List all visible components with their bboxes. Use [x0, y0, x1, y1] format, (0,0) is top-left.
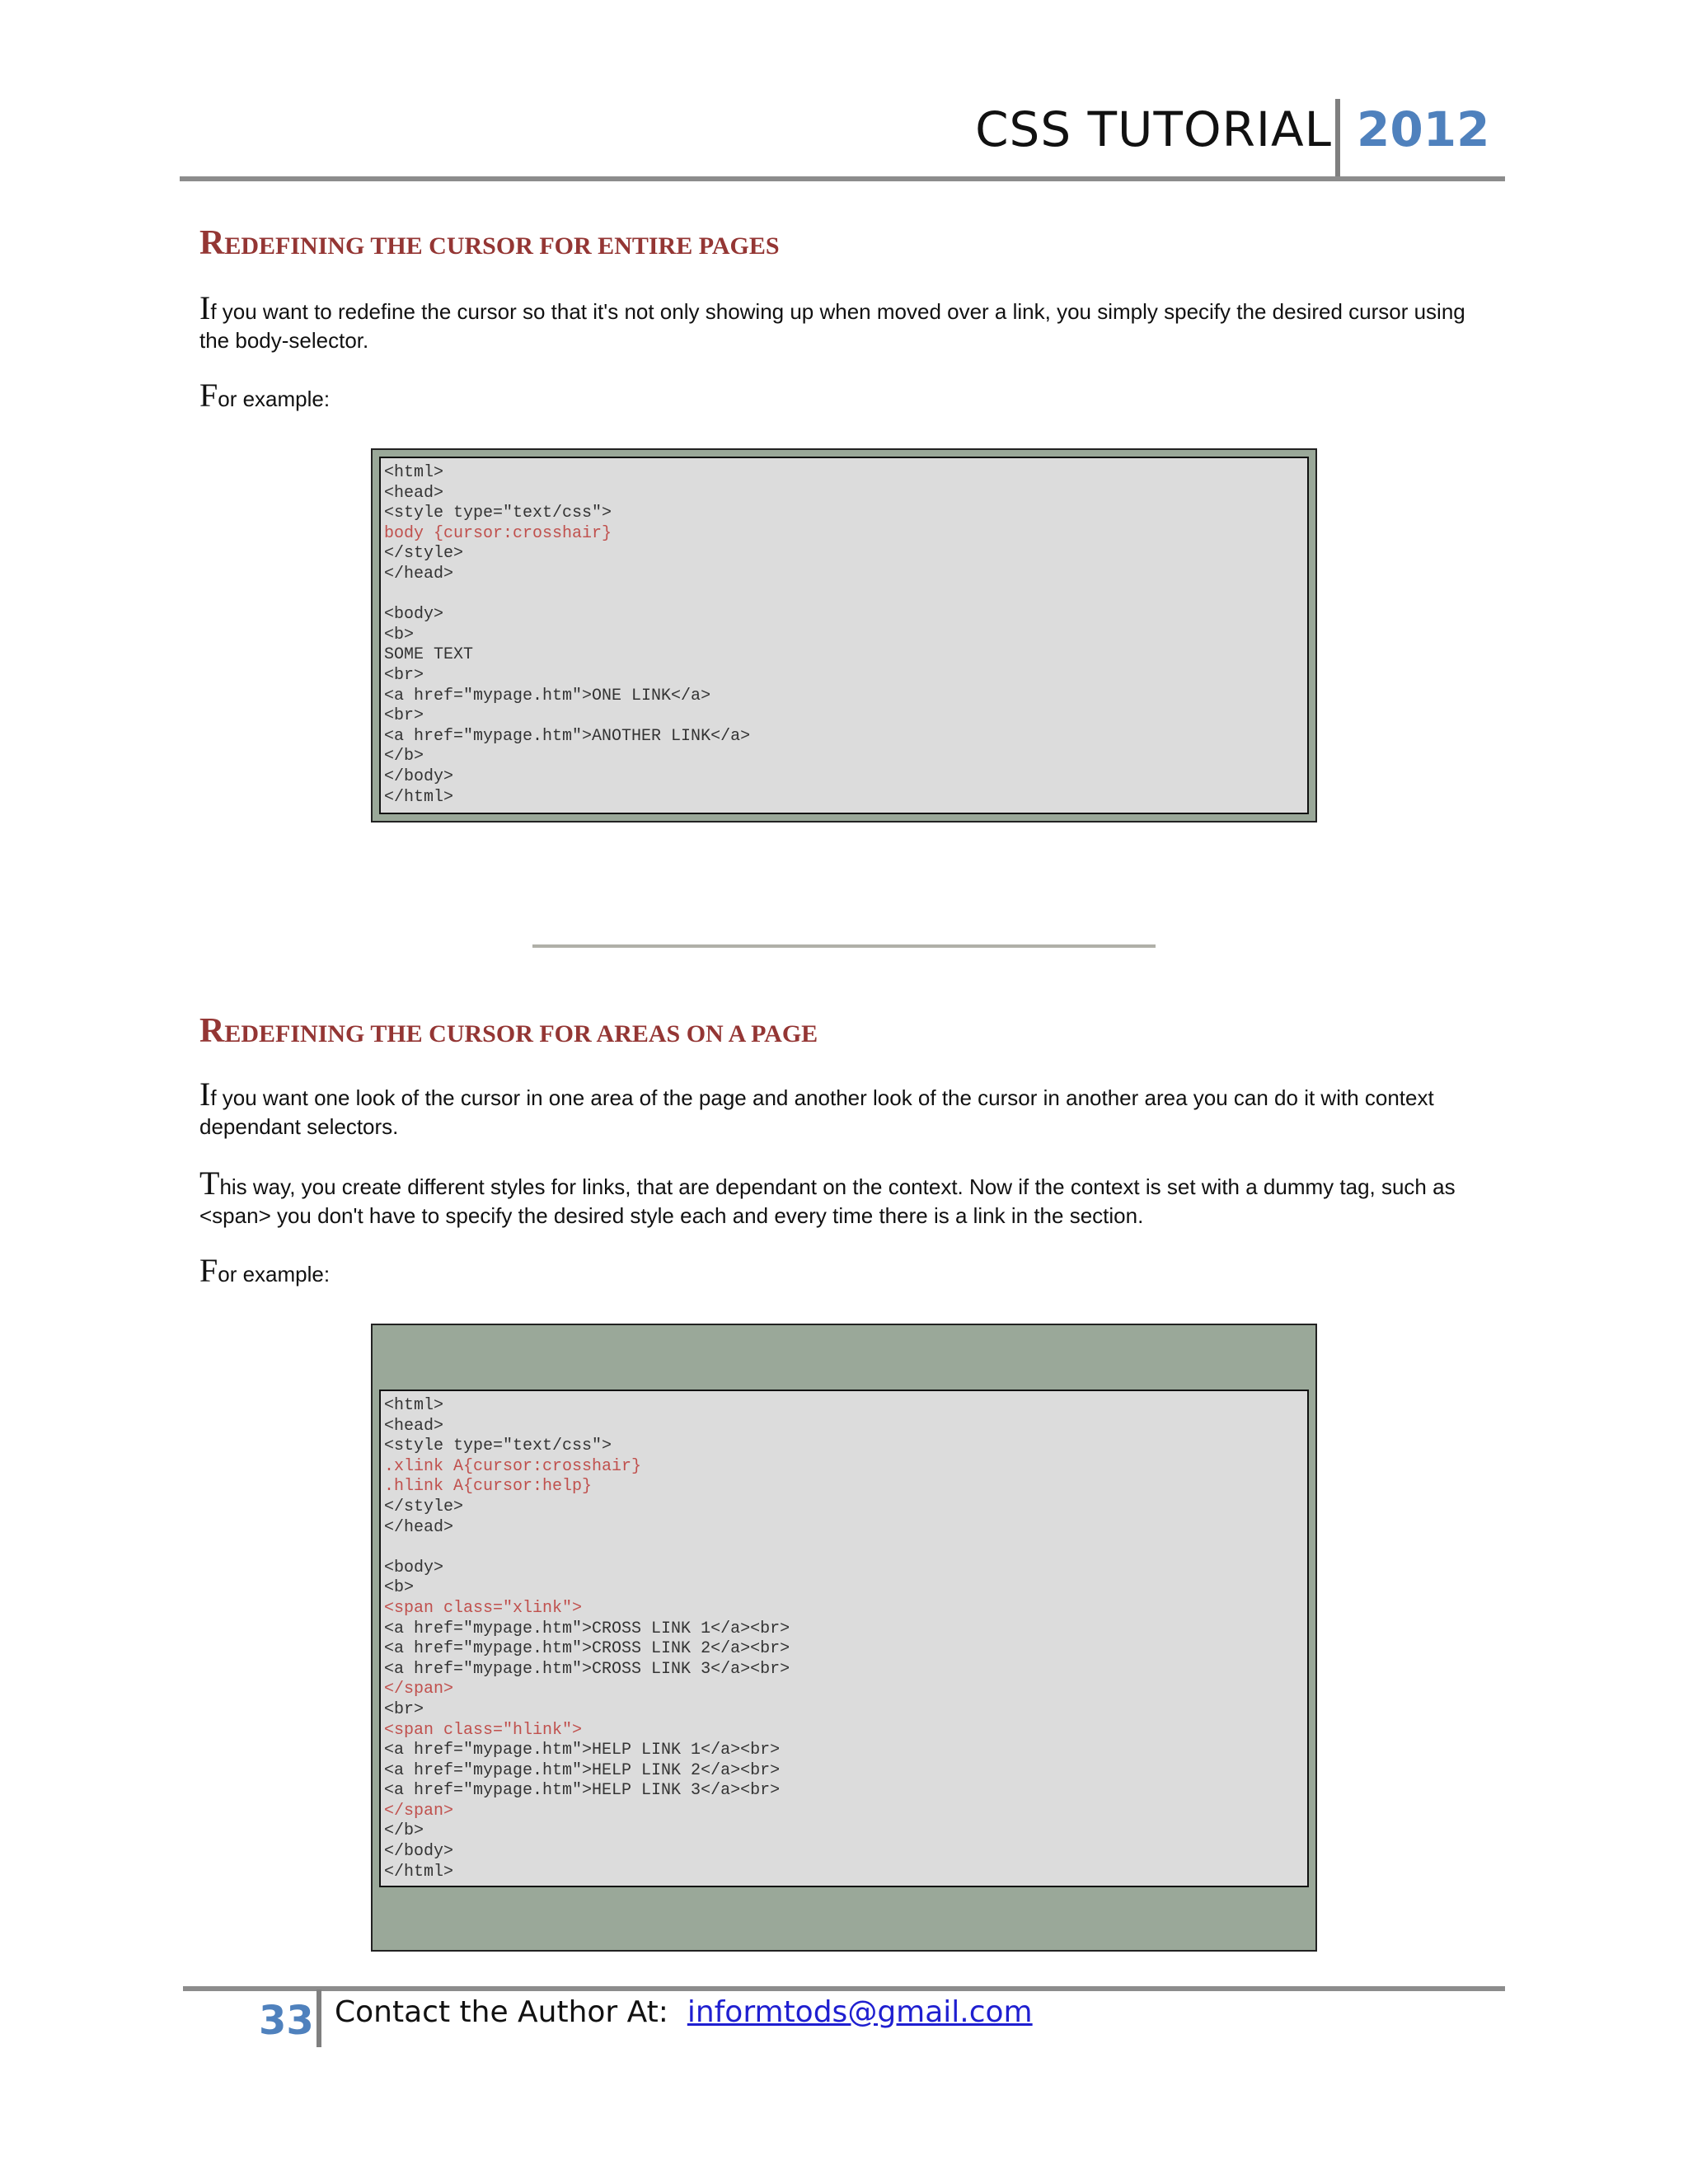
section2-paragraph-3 — [199, 1252, 1485, 1289]
code-line: .hlink A{cursor:help} — [384, 1477, 593, 1497]
code-line: <b> — [384, 1578, 415, 1598]
code-line: </style> — [384, 544, 464, 564]
code-line: body {cursor:crosshair} — [384, 523, 612, 543]
code-line: .xlink A{cursor:crosshair} — [384, 1456, 642, 1476]
code-line: </style> — [384, 1497, 464, 1516]
heading-rest: EDEFINING THE CURSOR FOR ENTIRE PAGES — [224, 232, 780, 260]
code-example-frame-1 — [371, 448, 1317, 823]
header-rule — [180, 176, 1505, 181]
code-line — [384, 585, 1304, 606]
code-block-2 — [379, 1390, 1309, 1887]
code-line: <a href="mypage.htm">HELP LINK 3</a><br> — [384, 1781, 781, 1801]
code-line: <html> — [384, 1396, 444, 1415]
code-line: <span class="hlink"> — [384, 1720, 583, 1740]
header-divider — [1335, 99, 1340, 178]
heading-cap: R — [199, 224, 225, 262]
code-line: <span class="xlink"> — [384, 1598, 583, 1618]
code-line: </b> — [384, 1821, 424, 1841]
code-line: <head> — [384, 1416, 444, 1436]
code-line: </html> — [384, 1862, 454, 1882]
para-text: f you want one look of the cursor in one area of the page and another look of the cursor in another area you can do it with context dependant selectors. — [199, 1085, 1434, 1139]
code-line: <head> — [384, 483, 444, 503]
para-dropcap: I — [199, 1076, 211, 1113]
code-line: </span> — [384, 1801, 454, 1821]
code-line: </html> — [384, 787, 454, 807]
code-line: <a href="mypage.htm">ONE LINK</a> — [384, 686, 711, 705]
section-divider — [532, 944, 1156, 948]
section2-paragraph-1 — [199, 1076, 1485, 1141]
code-line: <b> — [384, 625, 415, 644]
code-line: SOME TEXT — [384, 645, 474, 665]
para-text: or example: — [218, 387, 331, 411]
section1-paragraph-2 — [199, 377, 1485, 414]
code-line: <a href="mypage.htm">CROSS LINK 3</a><br> — [384, 1659, 790, 1679]
para-dropcap: I — [199, 289, 211, 326]
page-number: 33 — [259, 1998, 314, 2044]
footer-contact — [335, 1995, 1033, 2029]
contact-label: Contact the Author At: — [335, 1995, 668, 2029]
heading-cap: R — [199, 1012, 225, 1050]
section2-heading — [199, 1014, 818, 1048]
para-dropcap: F — [199, 377, 218, 414]
code-line: <a href="mypage.htm">HELP LINK 1</a><br> — [384, 1741, 781, 1760]
code-line: <a href="mypage.htm">CROSS LINK 1</a><br> — [384, 1619, 790, 1638]
code-block-1 — [379, 457, 1309, 814]
code-line: </body> — [384, 1842, 454, 1862]
para-dropcap: T — [199, 1165, 220, 1202]
header-title: CSS TUTORIAL — [975, 101, 1332, 157]
code-line: <style type="text/css"> — [384, 504, 612, 523]
para-text: his way, you create different styles for links, that are dependant on the context. Now if the context is set with a dummy tag, such as <span> you don't have to specify the desired style each and every time there is a link in the section. — [199, 1174, 1456, 1228]
heading-rest: EDEFINING THE CURSOR FOR AREAS ON A PAGE — [224, 1020, 818, 1047]
header-year: 2012 — [1357, 101, 1490, 157]
code-line: <a href="mypage.htm">HELP LINK 2</a><br> — [384, 1760, 781, 1780]
para-dropcap: F — [199, 1252, 218, 1289]
code-line: </span> — [384, 1680, 454, 1699]
code-line: </body> — [384, 766, 454, 786]
code-line: </head> — [384, 564, 454, 583]
code-line: </b> — [384, 747, 424, 766]
code-line: <body> — [384, 1558, 444, 1577]
para-text: or example: — [218, 1262, 331, 1286]
code-line: <br> — [384, 1699, 424, 1719]
code-example-frame-2 — [371, 1324, 1317, 1952]
code-line: <br> — [384, 665, 424, 685]
section1-heading — [199, 226, 780, 260]
footer-rule — [183, 1986, 1505, 1991]
code-line: <html> — [384, 463, 444, 482]
footer-divider — [316, 1990, 321, 2047]
section2-paragraph-2 — [199, 1165, 1485, 1230]
code-line: <a href="mypage.htm">ANOTHER LINK</a> — [384, 726, 751, 746]
section1-paragraph-1 — [199, 289, 1485, 355]
code-line: <style type="text/css"> — [384, 1436, 612, 1456]
code-line — [384, 1538, 1304, 1558]
para-text: f you want to redefine the cursor so that it's not only showing up when moved over a link, you simply specify the desired cursor using the body-selector. — [199, 299, 1465, 353]
code-line: <br> — [384, 706, 424, 726]
code-line: </head> — [384, 1517, 454, 1537]
code-line: <a href="mypage.htm">CROSS LINK 2</a><br> — [384, 1639, 790, 1659]
author-email-link[interactable]: informtods@gmail.com — [687, 1995, 1033, 2029]
code-line: <body> — [384, 605, 444, 625]
